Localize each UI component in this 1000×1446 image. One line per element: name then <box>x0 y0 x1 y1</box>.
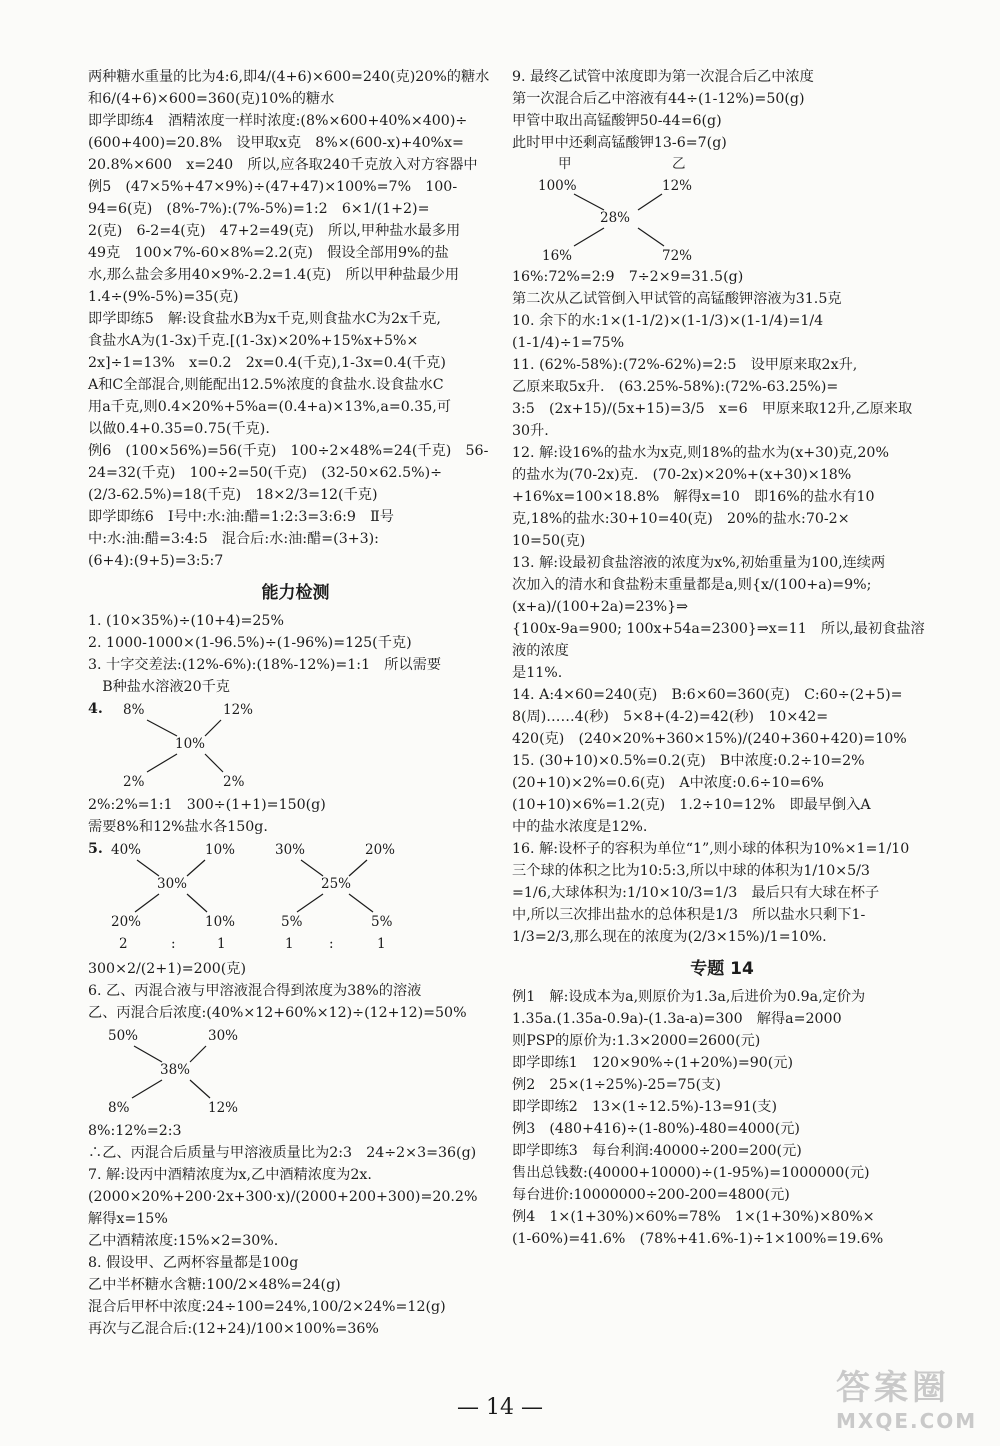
right-lines-a <box>512 66 932 154</box>
cross5b-ratio-right: 1 <box>376 936 386 953</box>
cross5b-ratio-left: 1 <box>284 936 294 953</box>
cross5b-line <box>297 894 323 912</box>
text-line: (20+10)×2%=0.6(克) A中浓度:0.6÷10=6% <box>512 775 824 791</box>
text-line: 即学即练6 Ⅰ号中:水:油:醋=1:2:3=3:6:9 Ⅱ号 <box>88 509 394 525</box>
cross6-tl: 50% <box>108 1028 139 1045</box>
text-line: 三个球的体积之比为10:5:3,所以中球的体积为1/10×5/3 <box>512 863 870 879</box>
text-line: 16. 解:设杯子的容积为单位“1”,则小球的体积为10%×1=1/10 <box>512 841 910 857</box>
text-line: (1-1/4)÷1=75% <box>512 335 625 351</box>
right-lines-c <box>512 986 932 1250</box>
watermark-logo <box>836 1360 986 1440</box>
text-line: =1/6,大球体积为:1/10×10/3=1/3 最后只有大球在杯子 <box>512 885 880 901</box>
text-line: 9. 最终乙试管中浓度即为第一次混合后乙中浓度 <box>512 69 814 85</box>
cross-diagram-9 <box>538 156 738 264</box>
section-title-ability-test: 能力检测 <box>261 583 330 603</box>
cross4-tl: 8% <box>122 702 145 719</box>
cross4-center: 10% <box>174 736 205 753</box>
left-lines-a <box>88 66 503 572</box>
text-line: 乙中酒精浓度:15%×2=30%. <box>88 1233 279 1250</box>
text-line: (2/3-62.5%)=18(千克) 18×2/3=12(千克) <box>88 487 378 503</box>
text-line: 10=50(克) <box>512 533 586 549</box>
text-line: 例2 25×(1÷25%)-25=75(支) <box>512 1077 721 1094</box>
text-line: 13. 解:设最初食盐溶液的浓度为x%,初始重量为100,连续两 <box>512 555 886 571</box>
text-line: 和6/(4+6)×600=360(克)10%的糖水 <box>88 91 335 107</box>
cross5a-line <box>187 860 205 876</box>
cross5a-line <box>187 894 207 912</box>
text-line: 6. 乙、丙混合液与甲溶液混合得到浓度为38%的溶液 <box>88 983 422 1000</box>
text-line: 15. (30+10)×0.5%=0.2(克) B中浓度:0.2÷10=2% <box>512 753 865 769</box>
text-line: 即学即练1 120×90%÷(1+20%)=90(元) <box>512 1055 794 1072</box>
text-line: 第一次混合后乙中溶液有44÷(1-12%)=50(g) <box>512 91 805 107</box>
text-line: {100x-9a=900; 100x+54a=2300}⇒x=11 所以,最初食盐溶液的浓度 <box>512 621 925 659</box>
text-line: 12. 解:设16%的盐水为x克,则18%的盐水为(x+30)克,20% <box>512 445 889 461</box>
cross5b-tr: 20% <box>364 842 395 859</box>
text-line: 即学即练2 13×(1÷12.5%)-13=91(支) <box>512 1099 778 1116</box>
text-line: 用a千克,则0.4×20%+5%a=(0.4+a)×13%,a=0.35,可 <box>88 399 451 415</box>
text-line: 例6 (100×56%)=56(千克) 100÷2×48%=24(千克) 56- <box>88 443 489 459</box>
watermark-line1: 答案圈 <box>836 1368 950 1408</box>
text-line: 的盐水为(70-2x)克. (70-2x)×20%+(x+30)×18% <box>512 467 852 483</box>
cross9-bl: 16% <box>542 248 573 264</box>
cross9-br: 72% <box>662 248 693 264</box>
text-line: 两种糖水重量的比为4:6,即4/(4+6)×600=240(克)20%的糖水 <box>88 69 490 85</box>
text-line: 此时甲中还剩高锰酸钾13-6=7(g) <box>512 135 727 151</box>
text-line: 中,所以三次排出盐水的总体积是1/3 所以盐水只剩下1- <box>512 907 866 923</box>
text-line: 乙原来取5x升. (63.25%-58%):(72%-63.25%)= <box>512 379 839 395</box>
section-title-topic-14: 专题 14 <box>690 959 754 979</box>
text-line: 2. 1000-1000×(1-96.5%)÷(1-96%)=125(千克) <box>88 635 412 652</box>
cross5a-colon: : <box>170 936 176 953</box>
text-line: 8%:12%=2:3 <box>88 1123 182 1140</box>
text-line: 中:水:油:醋=3:4:5 混合后:水:油:醋=(3+3): <box>88 531 379 547</box>
text-line: 每台进价:10000000÷200-200=4800(元) <box>512 1187 790 1204</box>
cross9-tl: 100% <box>538 178 577 194</box>
item-5 <box>88 838 503 958</box>
text-line: 30升. <box>512 423 549 439</box>
cross5b-br: 5% <box>370 914 393 931</box>
cross4-br: 2% <box>222 774 245 791</box>
text-line: 再次与乙混合后:(12+24)/100×100%=36% <box>88 1321 379 1338</box>
cross6-center: 38% <box>160 1062 191 1079</box>
text-line: B种盐水溶液20千克 <box>88 679 230 696</box>
text-line: 14. A:4×60=240(克) B:6×60=360(克) C:60÷(2+5)= <box>512 687 903 703</box>
cross4-line <box>147 754 177 772</box>
text-line: 中的盐水浓度是12%. <box>512 819 648 835</box>
cross6-line <box>132 1080 162 1098</box>
cross6-tr: 30% <box>208 1028 239 1045</box>
text-line: 甲管中取出高锰酸钾50-44=6(g) <box>512 113 722 129</box>
cross6-line <box>134 1046 162 1062</box>
cross5b-bl: 5% <box>280 914 303 931</box>
cross-diagram-4 <box>117 700 277 792</box>
text-line: 次加入的清水和食盐粉末重量都是a,则{x/(100+a)=9%; (x+a)/(100+2a)=23%}⇒ <box>512 577 876 615</box>
text-line: 乙中半杯糖水含糖:100/2×48%=24(g) <box>88 1277 341 1294</box>
text-line: 1.35a.(1.35a-0.9a)-(1.3a-a)=300 解得a=2000 <box>512 1011 842 1028</box>
text-line: 1.4÷(9%-5%)=35(克) <box>88 289 239 305</box>
left-lines-b <box>88 610 503 698</box>
text-line: 300×2/(2+1)=200(克) <box>88 961 247 978</box>
cross9-line <box>574 194 604 210</box>
text-line: 例4 1×(1+30%)×60%=78% 1×(1+30%)×80%× <box>512 1209 875 1226</box>
text-line: 3. 十字交差法:(12%-6%):(18%-12%)=1:1 所以需要 <box>88 657 442 674</box>
text-line: 混合后甲杯中浓度:24÷100=24%,100/2×24%=12(g) <box>88 1299 446 1316</box>
text-line: 1. (10×35%)÷(10+4)=25% <box>88 613 284 630</box>
text-line: (600+400)=20.8% 设甲取x克 8%×(600-x)+40%x= <box>88 135 464 151</box>
text-line: 则PSP的原价为:1.3×2000=2600(元) <box>512 1033 761 1050</box>
cross5a-center: 30% <box>156 876 187 893</box>
cross4-line <box>147 720 177 736</box>
text-line: 2(克) 6-2=4(克) 47+2=49(克) 所以,甲种盐水最多用 <box>88 223 461 239</box>
cross9-line <box>638 194 662 210</box>
text-line: 94=6(克) (8%-7%):(7%-5%)=1:2 6×1/(1+2)= <box>88 201 430 217</box>
text-line: 3:5 (2x+15)/(5x+15)=3/5 x=6 甲原来取12升,乙原来取 <box>512 401 913 417</box>
cross5a-bl: 20% <box>110 914 141 931</box>
cross4-line <box>205 754 223 772</box>
text-line: 49克 100×7%-60×8%=2.2(克) 假设全部用9%的盐 <box>88 245 449 261</box>
text-line: A和C全部混合,则能配出12.5%浓度的食盐水.设食盐水C <box>88 377 444 393</box>
text-line: 售出总钱数:(40000+10000)÷(1-95%)=1000000(元) <box>512 1165 870 1182</box>
text-line: 16%:72%=2:9 7÷2×9=31.5(g) <box>512 269 744 285</box>
cross5b-line <box>349 860 367 876</box>
cross5a-tl: 40% <box>110 842 141 859</box>
text-line: 以做0.4+0.35=0.75(千克). <box>88 421 270 437</box>
text-line: +16%x=100×18.8% 解得x=10 即16%的盐水有10 <box>512 489 875 505</box>
cross9-header-left: 甲 <box>558 156 572 172</box>
text-line: (6+4):(9+5)=3:5:7 <box>88 553 224 569</box>
cross5b-line <box>349 894 373 912</box>
text-line: 例3 (480+416)÷(1-80%)-480=4000(元) <box>512 1121 800 1138</box>
text-line: 即学即练5 解:设食盐水B为x千克,则食盐水C为2x千克, <box>88 311 441 327</box>
cross9-header-right: 乙 <box>672 156 686 172</box>
right-column <box>512 66 932 1250</box>
text-line: 24=32(千克) 100÷2=50(千克) (32-50×62.5%)÷ <box>88 465 443 481</box>
cross5a-ratio-left: 2 <box>118 936 128 953</box>
cross5a-line <box>135 894 159 912</box>
text-line: 克,18%的盐水:30+10=40(克) 20%的盐水:70-2× <box>512 511 850 527</box>
cross9-line <box>574 228 604 246</box>
cross6-bl: 8% <box>108 1100 130 1117</box>
text-line: 7. 解:设丙中酒精浓度为x,乙中酒精浓度为2x. <box>88 1167 372 1184</box>
item-4-label: 4. <box>88 701 103 718</box>
text-line: 例1 解:设成本为a,则原价为1.3a,后进价为0.9a,定价为 <box>512 989 866 1006</box>
right-lines-b <box>512 266 932 948</box>
text-line: 是11%. <box>512 665 563 681</box>
text-line: 8(周)……4(秒) 5×8+(4-2)=42(秒) 10×42= <box>512 709 829 725</box>
cross6-br: 12% <box>208 1100 239 1117</box>
cross5a-line <box>137 860 159 876</box>
left-column <box>88 66 503 1340</box>
cross-diagram-5 <box>107 840 407 956</box>
cross9-tr: 12% <box>662 178 693 194</box>
cross6-line <box>190 1046 206 1062</box>
cross-diagram-6 <box>102 1026 262 1118</box>
text-line: 11. (62%-58%):(72%-62%)=2:5 设甲原来取2x升, <box>512 357 858 373</box>
text-line: (2000×20%+200·2x+300·x)/(2000+200+300)=20.2% 解得x=15% <box>88 1189 492 1228</box>
text-line: 例5 (47×5%+47×9%)÷(47+47)×100%=7% 100- <box>88 179 458 195</box>
cross5a-tr: 10% <box>204 842 235 859</box>
text-line: 第二次从乙试管倒入甲试管的高锰酸钾溶液为31.5克 <box>512 291 842 307</box>
text-line: 10. 余下的水:1×(1-1/2)×(1-1/3)×(1-1/4)=1/4 <box>512 313 824 329</box>
left-lines-d <box>88 958 503 1024</box>
text-line: 水,那么盐会多用40×9%-2.2=1.4(克) 所以甲种盐最少用 <box>88 267 460 283</box>
cross5b-colon: : <box>328 936 334 953</box>
cross5b-center: 25% <box>320 876 351 893</box>
text-line: 1/3=2/3,那么现在的浓度为(2/3×15%)/1=10%. <box>512 929 827 945</box>
text-line: ∴乙、丙混合后质量与甲溶液质量比为2:3 24÷2×3=36(g) <box>88 1145 477 1162</box>
left-lines-c <box>88 794 503 838</box>
cross4-line <box>205 720 221 736</box>
cross6-line <box>190 1080 210 1098</box>
cross9-line <box>638 228 664 246</box>
left-lines-e <box>88 1120 503 1340</box>
text-line: 8. 假设甲、乙两杯容量都是100g <box>88 1255 299 1272</box>
item-4 <box>88 698 503 794</box>
text-line: 2x]÷1=13% x=0.2 2x=0.4(千克),1-3x=0.4(千克) <box>88 355 446 371</box>
cross4-tr: 12% <box>222 702 253 719</box>
cross5b-line <box>301 860 323 876</box>
cross5a-br: 10% <box>204 914 235 931</box>
cross5b-tl: 30% <box>274 842 305 859</box>
text-line: 2%:2%=1:1 300÷(1+1)=150(g) <box>88 797 326 814</box>
cross4-bl: 2% <box>122 774 145 791</box>
text-line: 即学即练3 每台利润:40000÷200=200(元) <box>512 1143 802 1160</box>
text-line: (1-60%)=41.6% (78%+41.6%-1)÷1×100%=19.6% <box>512 1231 884 1248</box>
cross5a-ratio-right: 1 <box>216 936 226 953</box>
watermark-line2: MXQE.COM <box>836 1409 978 1433</box>
text-line: 20.8%×600 x=240 所以,应各取240千克放入对方容器中 <box>88 157 478 173</box>
text-line: 食盐水A为(1-3x)千克.[(1-3x)×20%+15%x+5%× <box>88 333 419 349</box>
text-line: (10+10)×6%=1.2(克) 1.2÷10=12% 即最早倒入A <box>512 797 871 813</box>
item-5-label: 5. <box>88 841 103 858</box>
text-line: 420(克) (240×20%+360×15%)/(240+360+420)=10% <box>512 731 907 747</box>
cross9-center: 28% <box>600 210 631 226</box>
page-number: — 14 — <box>457 1395 543 1420</box>
text-line: 即学即练4 酒精浓度一样时浓度:(8%×600+40%×400)÷ <box>88 113 468 129</box>
text-line: 需要8%和12%盐水各150g. <box>88 819 268 836</box>
text-line: 乙、丙混合后浓度:(40%×12+60%×12)÷(12+12)=50% <box>88 1005 467 1022</box>
